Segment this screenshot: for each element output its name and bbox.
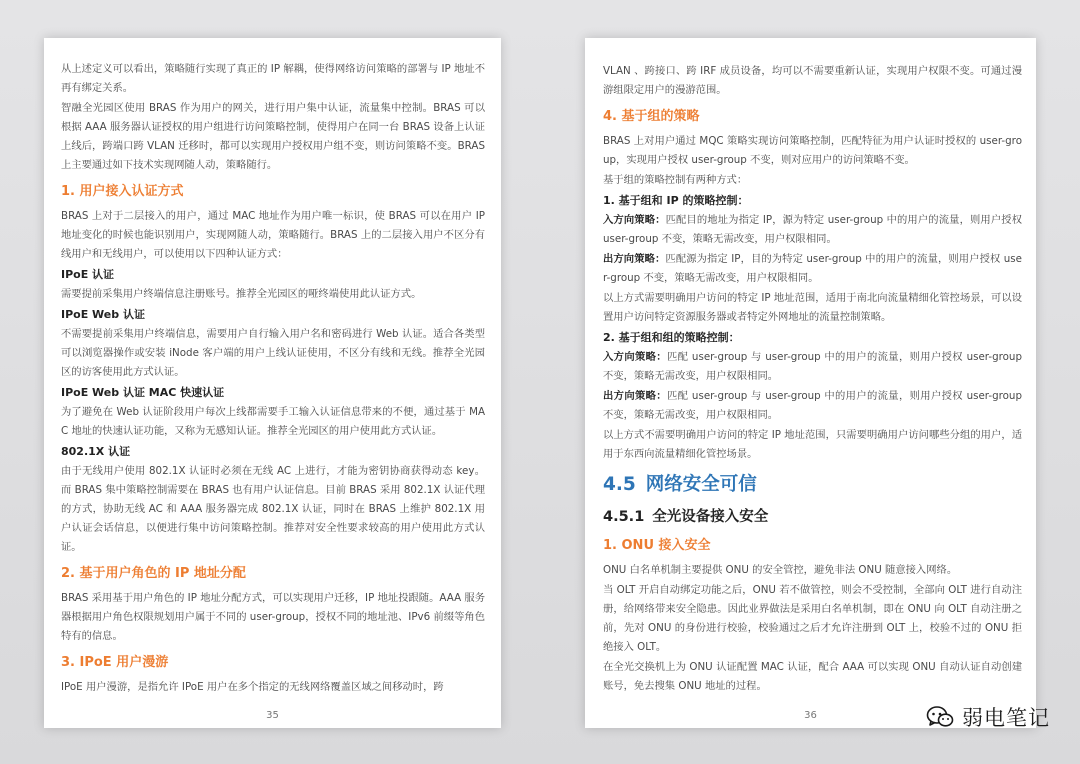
paragraph: ONU 白名单机制主要提供 ONU 的安全管控，避免非法 ONU 随意接入网络。 xyxy=(603,564,958,576)
paragraph: 当 OLT 开启自动绑定功能之后，ONU 若不做管控，则会不受控制，全部向 OLT 进行自动注册，给网络带来安全隐患。因此业界做法是采用白名单机制，即在 ONU 向 OLT 自动注册之前，先对 ONU 的身份进行校验，校验通过之后才允许注册到 OLT 上，校验不过的 ONU 拒绝接入 OLT。 xyxy=(603,584,1022,653)
heading-text: 全光设备接入安全 xyxy=(652,509,769,525)
paragraph-lead: 出方向策略： xyxy=(603,253,666,265)
wechat-icon xyxy=(926,705,954,729)
paragraph: 由于无线用户使用 802.1X 认证时必须在无线 AC 上进行，才能为密钥协商获得动态 key。而 BRAS 集中策略控制需要在 BRAS 也有用户认证信息。目前 BRAS 采用 802.1X 认证代理的方式，协助无线 AC 和 AAA 服务器完成 802.1X 认证，同时在 BRAS 上维护 802.1X 用户认证会话信息，以便进行集中访问策略控制。推荐对安全性要求较高的用户使用此方式认证。 xyxy=(61,465,485,553)
paragraph: 智融全光园区使用 BRAS 作为用户的网关，进行用户集中认证，流量集中控制。BRAS 可以根据 AAA 服务器认证授权的用户组进行访问策略控制，使得用户在同一台 BRAS 设备上认证上线后，跨端口跨 VLAN 迁移时，都可以实现用户授权用户组不变，则访问策略不变。BRAS 上主要通过如下技术实现网随人动，策略随行。 xyxy=(61,102,485,171)
paragraph: BRAS 上对用户通过 MQC 策略实现访问策略控制，匹配特征为用户认证时授权的 user-group，实现用户授权 user-group 不变，则对应用户的访问策略不变。 xyxy=(603,135,1022,166)
paragraph: 以上方式不需要明确用户访问的特定 IP 地址范围，只需要明确用户访问哪些分组的用户，适用于东西向流量精细化管控场景。 xyxy=(603,429,1022,460)
paragraph: VLAN 、跨接口、跨 IRF 成员设备，均可以不需要重新认证，实现用户权限不变。可通过漫游组限定用户的漫游范围。 xyxy=(603,65,1022,96)
paragraph-text: 匹配目的地址为指定 IP，源为特定 user-group 中的用户的流量，则用户授权 user-group 不变，策略无需改变，用户权限相同。 xyxy=(603,214,1022,245)
paragraph-text: 匹配 user-group 与 user-group 中的用户的流量，则用户授权 user-group 不变，策略无需改变，用户权限相同。 xyxy=(603,351,1022,382)
labeled-paragraph xyxy=(603,211,1022,249)
paragraph-text: 匹配 user-group 与 user-group 中的用户的流量，则用户授权 user-group 不变，策略无需改变，用户权限相同。 xyxy=(603,390,1022,421)
left-page-content xyxy=(61,60,485,698)
paragraph: BRAS 采用基于用户角色的 IP 地址分配方式，可以实现用户迁移，IP 地址投跟随。AAA 服务器根据用户角色权限规划用户属于不同的 user-group，授权不同的地址池、IPv6 前缀等角色特有的信息。 xyxy=(61,592,485,642)
chapter-heading xyxy=(603,472,1022,498)
chapter-subheading xyxy=(603,506,1022,528)
paragraph: 需要提前采集用户终端信息注册账号。推荐全光园区的哑终端使用此认证方式。 xyxy=(61,288,422,300)
section-heading: 3. IPoE 用户漫游 xyxy=(61,655,169,670)
subsection-heading: IPoE Web 认证 MAC 快速认证 xyxy=(61,386,225,399)
heading-text: 网络安全可信 xyxy=(645,474,757,495)
paragraph-lead: 入方向策略： xyxy=(603,214,666,226)
left-page xyxy=(44,38,501,728)
subsection-heading: IPoE Web 认证 xyxy=(61,308,145,321)
paragraph: 基于组的策略控制有两种方式： xyxy=(603,174,748,186)
paragraph: IPoE 用户漫游，是指允许 IPoE 用户在多个指定的无线网络覆盖区域之间移动时，跨 xyxy=(61,681,444,693)
page-number: 36 xyxy=(804,710,817,721)
section-heading: 1. 用户接入认证方式 xyxy=(61,184,184,199)
paragraph-lead: 入方向策略： xyxy=(603,351,667,363)
subsection-heading: 2. 基于组和组的策略控制： xyxy=(603,331,740,344)
subsection-heading: 802.1X 认证 xyxy=(61,445,131,458)
paragraph: 为了避免在 Web 认证阶段用户每次上线都需要手工输入认证信息带来的不便，通过基于 MAC 地址的快速认证功能，又称为无感知认证。推荐全光园区的用户使用此方式认证。 xyxy=(61,406,485,437)
paragraph: 在全光交换机上为 ONU 认证配置 MAC 认证，配合 AAA 可以实现 ONU 自动认证自动创建账号，免去搜集 ONU 地址的过程。 xyxy=(603,661,1022,692)
heading-number: 4.5 xyxy=(603,474,636,495)
heading-number: 4.5.1 xyxy=(603,509,645,525)
watermark-text: 弱电笔记 xyxy=(962,706,1050,730)
paragraph-lead: 出方向策略： xyxy=(603,390,667,402)
paragraph-text: 匹配源为指定 IP，目的为特定 user-group 中的用户的流量，则用户授权 user-group 不变，策略无需改变，用户权限相同。 xyxy=(603,253,1023,284)
right-page xyxy=(585,38,1036,728)
labeled-paragraph xyxy=(603,387,1022,425)
paragraph: BRAS 上对于二层接入的用户，通过 MAC 地址作为用户唯一标识，使 BRAS 可以在用户 IP 地址变化的时候也能识别用户，实现网随人动，策略随行。BRAS 上的二层接入用户不区分有线用户和无线用户，可以使用以下四种认证方式： xyxy=(61,210,485,260)
page-number: 35 xyxy=(266,710,279,721)
labeled-paragraph xyxy=(603,250,1022,288)
subsection-heading: 1. 基于组和 IP 的策略控制： xyxy=(603,194,749,207)
section-heading: 2. 基于用户角色的 IP 地址分配 xyxy=(61,566,246,581)
paragraph: 不需要提前采集用户终端信息，需要用户自行输入用户名和密码进行 Web 认证。适合各类型可以浏览器操作或安装 iNode 客户端的用户上线认证使用，不区分有线和无线。推荐全光园区的访客使用此方式认证。 xyxy=(61,328,485,378)
subsection-heading: IPoE 认证 xyxy=(61,268,115,281)
section-heading: 1. ONU 接入安全 xyxy=(603,538,711,553)
paragraph: 从上述定义可以看出，策略随行实现了真正的 IP 解耦，使得网络访问策略的部署与 IP 地址不再有绑定关系。 xyxy=(61,63,485,94)
paragraph: 以上方式需要明确用户访问的特定 IP 地址范围，适用于南北向流量精细化管控场景，可以设置用户访问特定资源服务器或者特定外网地址的流量控制策略。 xyxy=(603,292,1022,323)
watermark xyxy=(926,702,1050,732)
right-page-content xyxy=(603,62,1022,697)
section-heading: 4. 基于组的策略 xyxy=(603,109,700,124)
labeled-paragraph xyxy=(603,348,1022,386)
